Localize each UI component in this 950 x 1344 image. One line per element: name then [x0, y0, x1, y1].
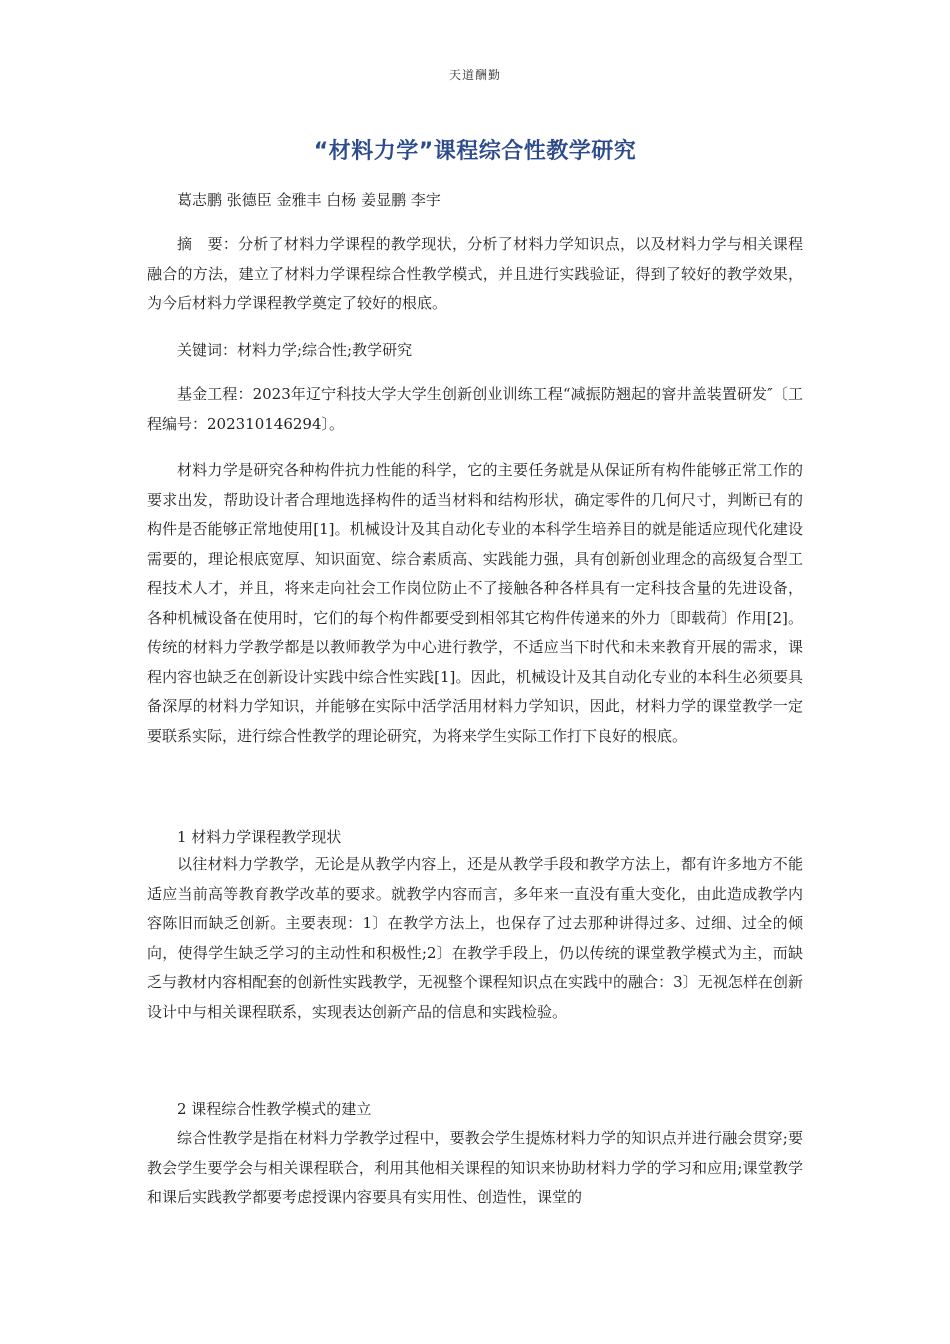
intro-paragraph: 材料力学是研究各种构件抗力性能的科学，它的主要任务就是从保证所有构件能够正常工作的要求出发，帮助设计者合理地选择构件的适当材料和结构形状，确定零件的几何尺寸，判断已有的构件是否能够正常地使用[1]。机械设计及其自动化专业的本科学生培养目的就是能适应现代化建设需要的，理论根底宽厚、知识面宽、综合素质高、实践能力强，具有创新创业理念的高级复合型工程技术人才，并且，将来走向社会工作岗位防止不了接触各种各样具有一定科技含量的先进设备，各种机械设备在使用时，它们的每个构件都要受到相邻其它构件传递来的外力〔即载荷〕作用[2]。传统的材料力学教学都是以教师教学为中心进行教学，不适应当下时代和未来教育开展的需求，课程内容也缺乏在创新设计实践中综合性实践[1]。因此，机械设计及其自动化专业的本科生必须要具备深厚的材料力学知识，并能够在实际中活学活用材料力学知识，因此，材料力学的课堂教学一定要联系实际，进行综合性教学的理论研究，为将来学生实际工作打下良好的根底。	[147, 461, 803, 745]
section-2-heading: 2 课程综合性教学模式的建立	[177, 1100, 372, 1118]
header-watermark-text: 天道酬勤	[448, 68, 501, 82]
article-title: “材料力学”课程综合性教学研究	[313, 139, 637, 164]
author-list	[147, 186, 803, 216]
keywords-paragraph: 关键词：材料力学;综合性;教学研究	[177, 341, 413, 359]
section-1-paragraph: 以往材料力学教学，无论是从教学内容上，还是从教学手段和教学方法上，都有许多地方不能适应当前高等教育教学改革的要求。就教学内容而言，多年来一直没有重大变化，由此造成教学内容陈旧而缺乏创新。主要表现：1〕在教学方法上，也保存了过去那种讲得过多、过细、过全的倾向，使得学生缺乏学习的主动性和积极性;2〕在教学手段上，仍以传统的课堂教学模式为主，而缺乏与教材内容相配套的创新性实践教学，无视整个课程知识点在实践中的融合：3〕无视怎样在创新设计中与相关课程联系，实现表达创新产品的信息和实践检验。	[147, 855, 803, 1021]
section-2-paragraph: 综合性教学是指在材料力学教学过程中，要教会学生提炼材料力学的知识点并进行融会贯穿;要教会学生要学会与相关课程联合，利用其他相关课程的知识来协助材料力学的学习和应用;课堂教学和课后实践教学都要考虑授课内容要具有实用性、创造性，课堂的	[147, 1129, 803, 1206]
authors-text: 葛志鹏 张德臣 金雅丰 白杨 姜显鹏 李宇	[177, 191, 441, 209]
abstract-paragraph: 摘 要：分析了材料力学课程的教学现状，分析了材料力学知识点，以及材料力学与相关课程融合的方法，建立了材料力学课程综合性教学模式，并且进行实践验证，得到了较好的教学效果，为今后材料力学课程教学奠定了较好的根底。	[147, 235, 803, 312]
fund-paragraph: 基金工程：2023年辽宁科技大学大学生创新创业训练工程“减振防翘起的窨井盖装置研发″〔工程编号：202310146294〕。	[147, 385, 803, 433]
section-1-heading: 1 材料力学课程教学现状	[177, 828, 342, 846]
